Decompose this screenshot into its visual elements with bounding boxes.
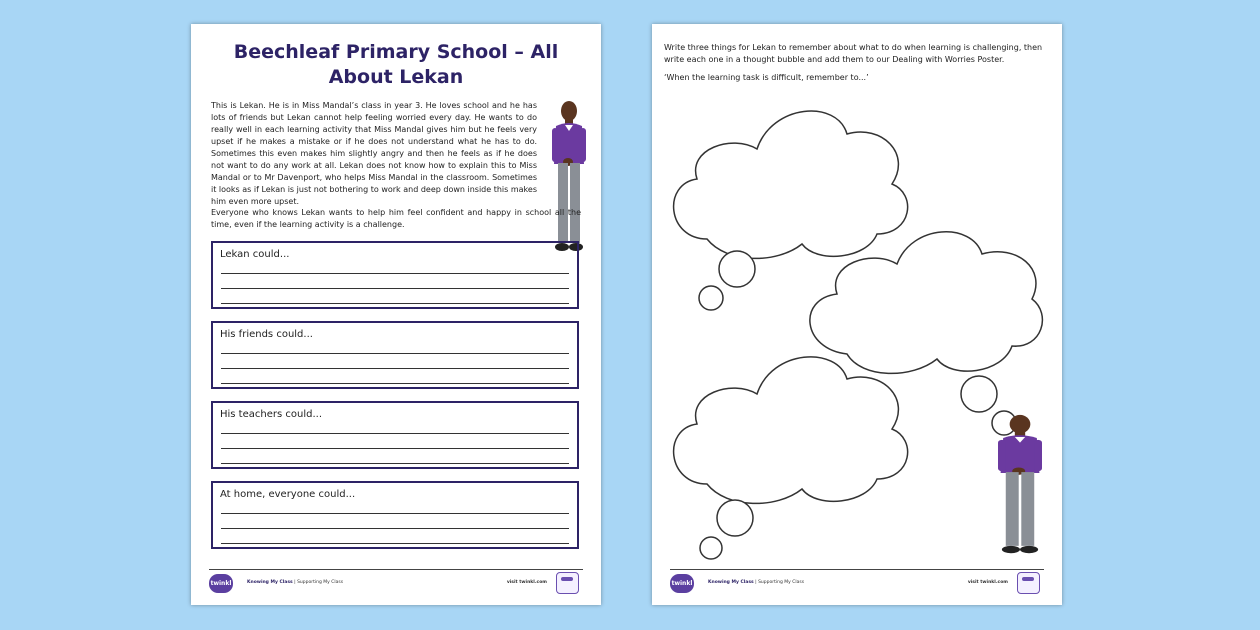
answer-box-lekan[interactable] bbox=[211, 241, 579, 309]
writing-line bbox=[221, 528, 569, 529]
footer-rule bbox=[670, 569, 1044, 570]
instructions-text: Write three things for Lekan to remember about what to do when learning is challenging, then write each one in a thought bubble and add them to our Dealing with Worries Poster. bbox=[664, 43, 1043, 64]
writing-line bbox=[221, 353, 569, 354]
page-title: Beechleaf Primary School – All About Lekan bbox=[233, 41, 559, 88]
box-label: Lekan could... bbox=[220, 249, 290, 260]
answer-box-friends[interactable] bbox=[211, 321, 579, 389]
writing-line bbox=[221, 368, 569, 369]
closing-paragraph: Everyone who knows Lekan wants to help him feel confident and happy in school all the time, even if the learning activity is a challenge. bbox=[211, 208, 581, 229]
answer-box-teachers[interactable] bbox=[211, 401, 579, 469]
lekan-illustration bbox=[998, 414, 1042, 556]
box-label: His friends could... bbox=[220, 329, 313, 340]
footer-visit-link[interactable]: visit twinkl.com bbox=[506, 580, 547, 585]
prompt-text: ‘When the learning task is difficult, remember to...’ bbox=[664, 73, 869, 82]
twinkl-logo: twinkl bbox=[209, 574, 233, 593]
writing-line bbox=[221, 303, 569, 304]
writing-line bbox=[221, 273, 569, 274]
box-label: His teachers could... bbox=[220, 409, 322, 420]
writing-line bbox=[221, 448, 569, 449]
writing-line bbox=[221, 463, 569, 464]
page-footer bbox=[209, 569, 583, 595]
writing-line bbox=[221, 288, 569, 289]
writing-line bbox=[221, 383, 569, 384]
footer-visit-link[interactable]: visit twinkl.com bbox=[967, 580, 1008, 585]
twinkl-logo: twinkl bbox=[670, 574, 694, 593]
answer-box-home[interactable] bbox=[211, 481, 579, 549]
box-label: At home, everyone could... bbox=[220, 489, 356, 500]
footer-tagline: Knowing My Class | Supporting My Class bbox=[708, 580, 805, 585]
writing-line bbox=[221, 433, 569, 434]
footer-tagline: Knowing My Class | Supporting My Class bbox=[247, 580, 344, 585]
footer-rule bbox=[209, 569, 583, 570]
page-footer bbox=[670, 569, 1044, 595]
worksheet-page-right bbox=[652, 24, 1062, 605]
writing-line bbox=[221, 543, 569, 544]
quality-badge-icon bbox=[1017, 572, 1040, 594]
writing-line bbox=[221, 513, 569, 514]
worksheet-page-left bbox=[191, 24, 601, 605]
quality-badge-icon bbox=[556, 572, 579, 594]
intro-paragraph: This is Lekan. He is in Miss Mandal’s class in year 3. He loves school and he has lots of friends but Lekan cannot help feeling worried every day. He wants to do really well in each learning activity that Miss Mandal gives him but he feels very upset if he makes a mistake or if he does not understand what he has to do. Sometimes this even makes him slightly angry and then he feels as if he does not want to do any work at all. Lekan does not know how to explain this to Miss Mandal or to Mr Davenport, who helps Miss Mandal in the classroom. Sometimes it looks as if Lekan is just not bothering to work and deep down inside this makes him even more upset. bbox=[211, 101, 537, 206]
thought-bubble-3 bbox=[674, 357, 908, 559]
